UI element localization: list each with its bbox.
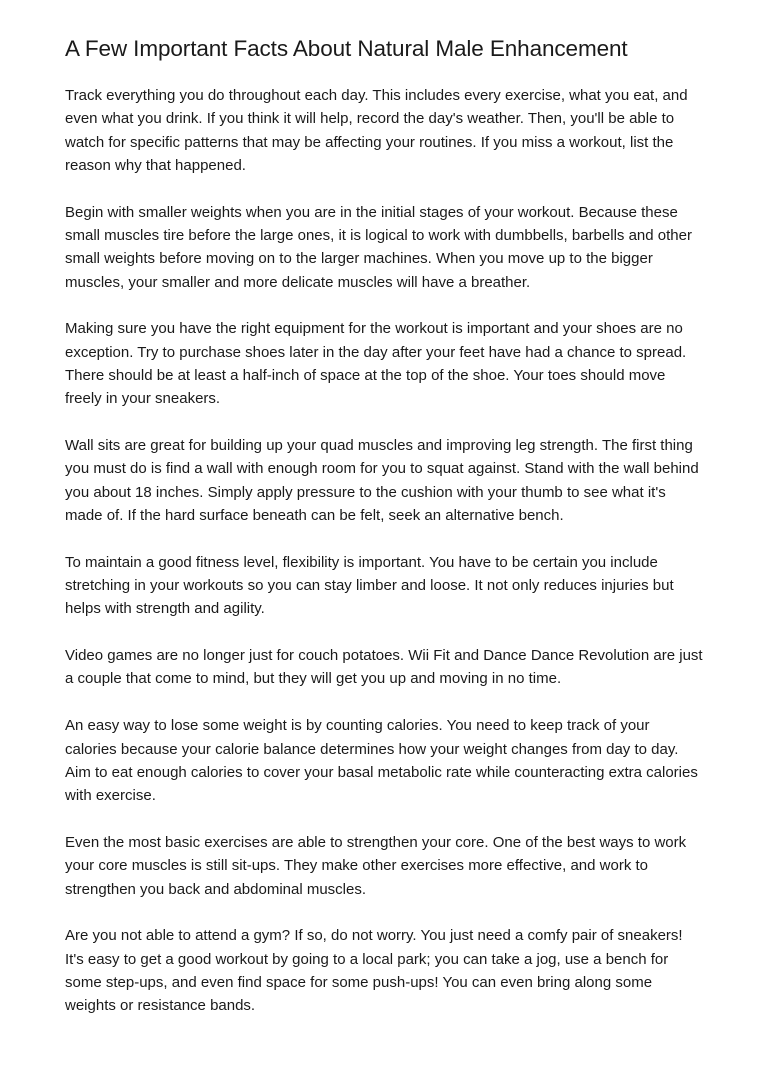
paragraph-smaller-weights: Begin with smaller weights when you are in the initial stages of your workout. Because these small muscles tire before the large ones, it is logical to work with dumbbells, barbells and other small weights before moving on to the larger machines. When you move up to the bigger muscles, your smaller and more delicate muscles will have a breather. [65, 203, 692, 291]
paragraph-core: Even the most basic exercises are able to strengthen your core. One of the best ways to work your core muscles is still sit-ups. They make other exercises more effective, and work to strengthen you back and abdominal muscles. [65, 833, 687, 898]
page-title: A Few Important Facts About Natural Male Enhancement [65, 36, 628, 61]
paragraph-wall-sits: Wall sits are great for building up your quad muscles and improving leg strength. The first thing you must do is find a wall with enough room for you to squat against. Stand with the wall behind you about 18 inches. Simply apply pressure to the cushion with your thumb to see what it's made of. If the hard surface beneath can be felt, seek an alternative bench. [65, 437, 699, 524]
paragraph-tracking: Track everything you do throughout each day. This includes every exercise, what you eat, and even what you drink. If you think it will help, record the day's weather. Then, you'll be able to watch for specific patterns that may be affecting your routines. If you miss a workout, list the reason why that happened. [65, 87, 688, 174]
paragraph-gym: Are you not able to attend a gym? If so, do not worry. You just need a comfy pair of sneakers! It's easy to get a good workout by going to a local park; you can take a jog, use a bench for some step-ups, and even find space for some push-ups! You can even bring along some weights or resistance bands. [65, 927, 683, 1015]
paragraph-equipment: Making sure you have the right equipment for the workout is important and your shoes are no exception. Try to purchase shoes later in the day after your feet have had a chance to spread. There should be at least a half-inch of space at the top of the shoe. Your toes should move freely in your sneakers. [65, 320, 687, 408]
paragraph-calories: An easy way to lose some weight is by counting calories. You need to keep track of your calories because your calorie balance determines how your weight changes from day to day. Aim to eat enough calories to cover your basal metabolic rate while counteracting extra calories with exercise. [65, 717, 698, 805]
paragraph-flexibility: To maintain a good fitness level, flexibility is important. You have to be certain you include stretching in your workouts so you can stay limber and loose. It not only reduces injuries but helps with strength and agility. [65, 553, 674, 618]
paragraph-video-games: Video games are no longer just for couch potatoes. Wii Fit and Dance Dance Revolution are just a couple that come to mind, but they will get you up and moving in no time. [65, 647, 703, 688]
